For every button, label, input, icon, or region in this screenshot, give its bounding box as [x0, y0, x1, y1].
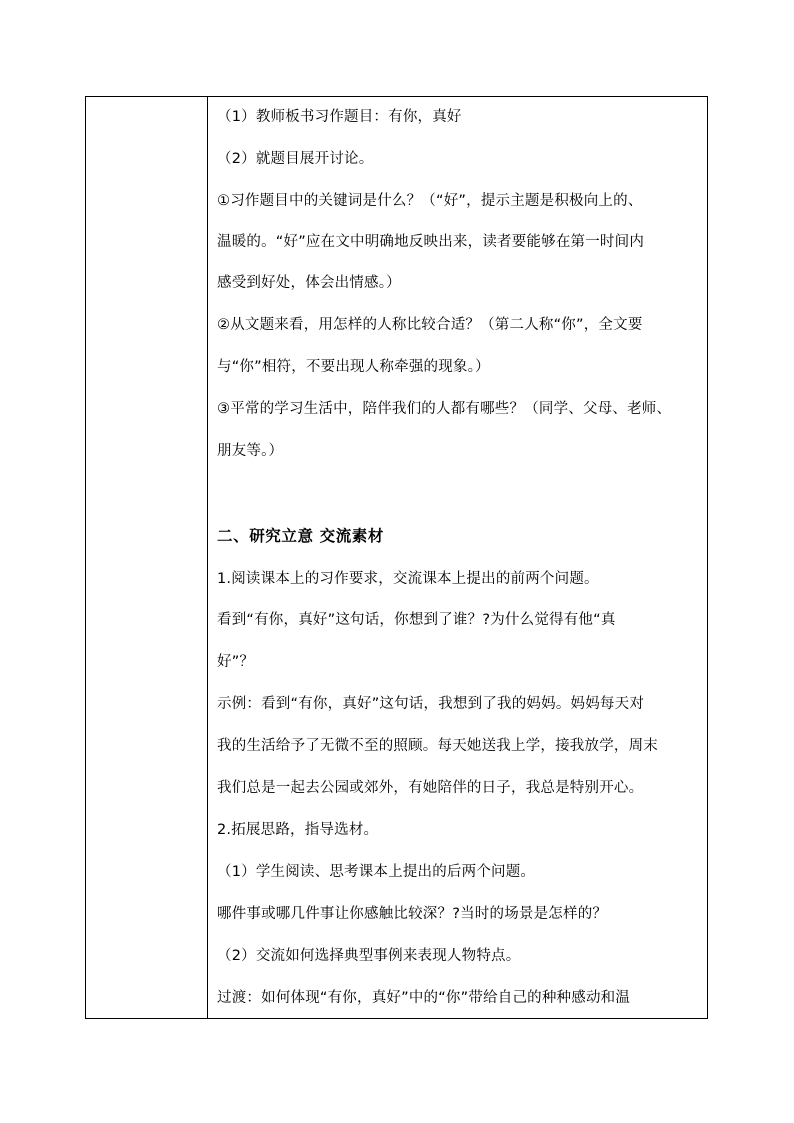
text-line: 2.拓展思路，指导选材。: [217, 822, 379, 838]
text-line: ③平常的学习生活中，陪伴我们的人都有哪些？（同学、父母、老师、: [217, 401, 672, 417]
text-line: 好”？: [217, 654, 255, 670]
text-line: 1.阅读课本上的习作要求，交流课本上提出的前两个问题。: [217, 571, 599, 587]
text-line: ①习作题目中的关键词是什么？（“好”，提示主题是积极向上的、: [217, 193, 643, 209]
text-line: 示例：看到“有你，真好”这句话，我想到了我的妈妈。妈妈每天对: [217, 696, 645, 712]
table-content-cell: [208, 97, 707, 1018]
text-line: 与“你”相符，不要出现人称牵强的现象。）: [217, 359, 490, 375]
text-line: （2）交流如何选择典型事例来表现人物特点。: [217, 948, 521, 964]
table-left-cell: [86, 97, 208, 1018]
text-line: 过渡：如何体现“有你，真好”中的“你”带给自己的种种感动和温: [217, 990, 631, 1006]
text-line: ②从文题来看，用怎样的人称比较合适？（第二人称“你”，全文要: [217, 317, 643, 333]
text-line: 温暖的。“好”应在文中明确地反映出来，读者要能够在第一时间内: [217, 234, 645, 250]
lesson-table: [85, 96, 708, 1019]
text-line: 哪件事或哪几件事让你感触比较深？?当时的场景是怎样的？: [217, 906, 608, 922]
text-line: 感受到好处，体会出情感。）: [217, 275, 401, 291]
text-line: 我们总是一起去公园或郊外，有她陪伴的日子，我总是特别开心。: [217, 780, 644, 796]
section-heading: 二、研究立意 交流素材: [217, 527, 384, 545]
text-line: （2）就题目展开讨论。: [217, 151, 374, 167]
text-line: （1）教师板书习作题目：有你，真好: [217, 109, 462, 125]
text-line: 朋友等。）: [217, 443, 284, 459]
text-line: 看到“有你，真好”这句话，你想到了谁？?为什么觉得有他“真: [217, 612, 616, 628]
text-line: （1）学生阅读、思考课本上提出的后两个问题。: [217, 864, 536, 880]
text-line: 我的生活给予了无微不至的照顾。每天她送我上学，接我放学，周末: [217, 738, 658, 754]
